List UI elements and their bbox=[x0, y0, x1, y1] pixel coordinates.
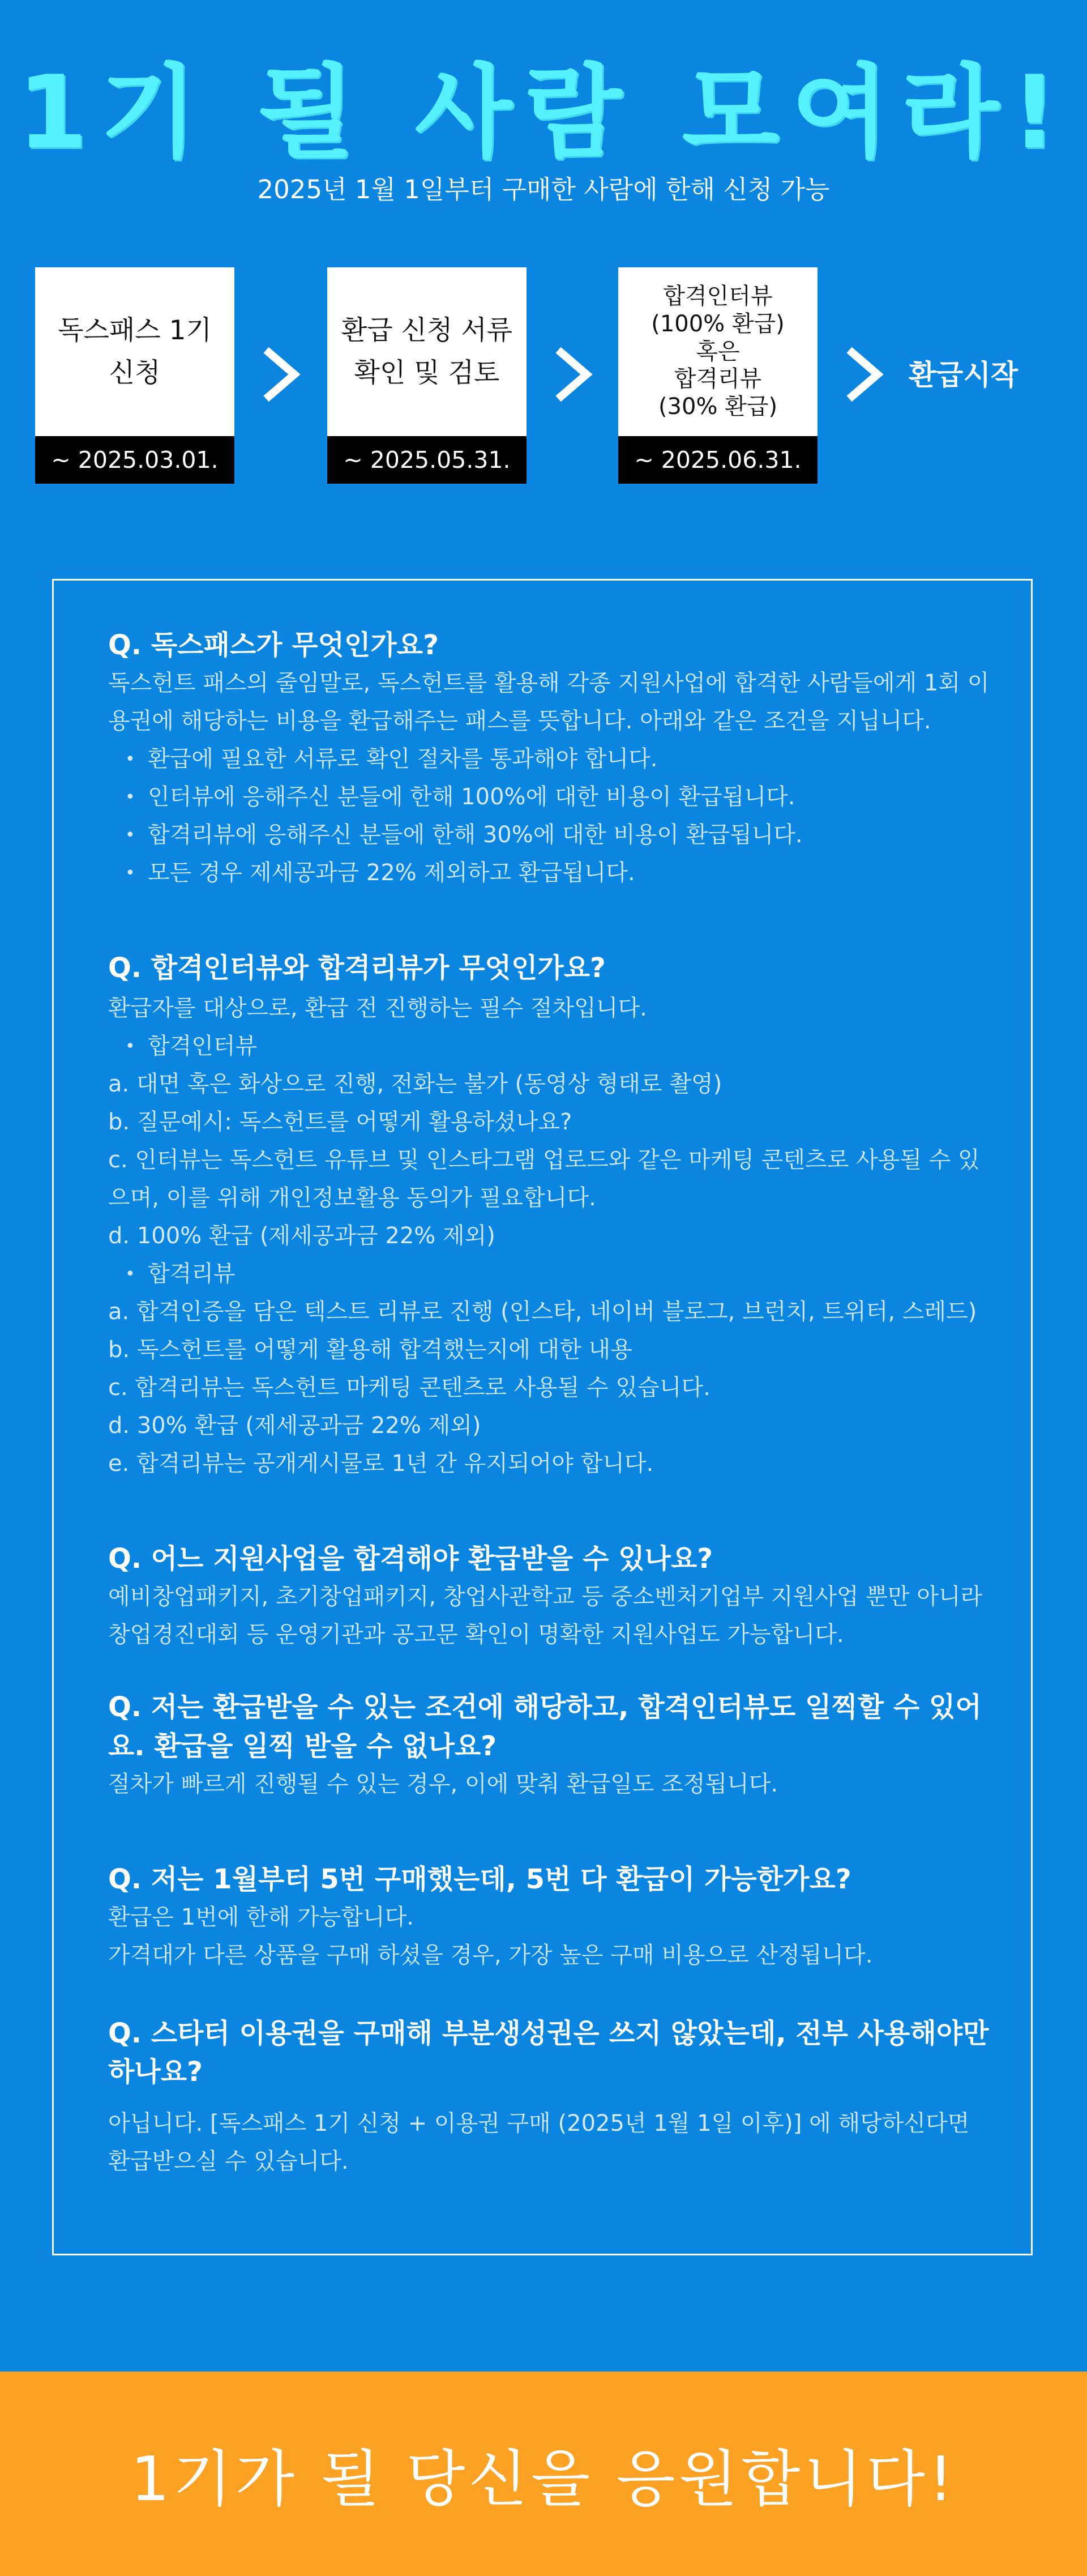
faq-question: Q. 독스패스가 무엇인가요? bbox=[108, 629, 439, 661]
step-date: ~ 2025.06.31. bbox=[618, 436, 818, 484]
faq-item bbox=[108, 1860, 991, 1974]
step-card-interview bbox=[618, 267, 818, 484]
faq-answer: 절차가 빠르게 진행될 수 있는 경우, 이에 맞춰 환급일도 조정됩니다. bbox=[108, 1771, 778, 1797]
eligibility-subtitle: 2025년 1월 1일부터 구매한 사람에 한해 신청 가능 bbox=[257, 174, 830, 204]
faq-bullet-list bbox=[108, 1255, 991, 1293]
list-item: • 환급에 필요한 서류로 확인 절차를 통과해야 합니다. bbox=[108, 740, 991, 778]
faq-question: Q. 어느 지원사업을 합격해야 환급받을 수 있나요? bbox=[108, 1543, 713, 1575]
faq-question: Q. 저는 1월부터 5번 구매했는데, 5번 다 환급이 가능한가요? bbox=[108, 1863, 851, 1895]
faq-question: Q. 스타터 이용권을 구매해 부분생성권은 쓰지 않았는데, 전부 사용해야만 하나요? bbox=[108, 2017, 989, 2088]
step-card-apply bbox=[35, 267, 234, 484]
list-item: • 합격리뷰 bbox=[108, 1255, 991, 1293]
list-item: • 인터뷰에 응해주신 분들에 한해 100%에 대한 비용이 환급됩니다. bbox=[108, 778, 991, 816]
faq-answer: 환급은 1번에 한해 가능합니다. bbox=[108, 1904, 414, 1930]
list-item: • 합격인터뷰 bbox=[108, 1027, 991, 1065]
faq-answer: 가격대가 다른 상품을 구매 하셨을 경우, 가장 높은 구매 비용으로 산정됩니다. bbox=[108, 1942, 873, 1968]
chevron-right-icon bbox=[551, 344, 594, 404]
faq-item bbox=[108, 626, 991, 892]
list-item: • 합격리뷰에 응해주신 분들에 한해 30%에 대한 비용이 환급됩니다. bbox=[108, 816, 991, 854]
faq-answer: 아닙니다. [독스패스 1기 신청 + 이용권 구매 (2025년 1월 1일 이후)] 에 해당하신다면 환급받으실 수 있습니다. bbox=[108, 2110, 970, 2175]
step-label: 환급 신청 서류 확인 및 검토 bbox=[341, 314, 513, 389]
step-label: 독스패스 1기 신청 bbox=[58, 314, 212, 389]
faq-item bbox=[108, 2014, 991, 2181]
faq-line: a. 합격인증을 담은 텍스트 리뷰로 진행 (인스타, 네이버 블로그, 브런치, 트위터, 스레드) bbox=[108, 1299, 977, 1325]
faq-question: Q. 저는 환급받을 수 있는 조건에 해당하고, 합격인터뷰도 일찍할 수 있어요. 환급을 일찍 받을 수 없나요? bbox=[108, 1691, 982, 1762]
faq-line: d. 100% 환급 (제세공과금 22% 제외) bbox=[108, 1223, 495, 1249]
faq-answer: 환급자를 대상으로, 환급 전 진행하는 필수 절차입니다. bbox=[108, 995, 647, 1022]
step-date: ~ 2025.05.31. bbox=[327, 436, 527, 484]
faq-answer: 예비창업패키지, 초기창업패키지, 창업사관학교 등 중소벤처기업부 지원사업 뿐만 아니라 창업경진대회 등 운영기관과 공고문 확인이 명확한 지원사업도 가능합니다. bbox=[108, 1584, 983, 1648]
faq-line: e. 합격리뷰는 공개게시물로 1년 간 유지되어야 합니다. bbox=[108, 1451, 654, 1477]
faq-item bbox=[108, 1539, 991, 1654]
faq-bullet-list bbox=[108, 740, 991, 892]
faq-line: b. 질문예시: 독스헌트를 어떻게 활용하셨나요? bbox=[108, 1109, 572, 1136]
faq-answer: 독스헌트 패스의 줄임말로, 독스헌트를 활용해 각종 지원사업에 합격한 사람들에게 1회 이용권에 해당하는 비용을 환급해주는 패스를 뜻합니다. 아래와 같은 조건을 지닙니다. bbox=[108, 670, 990, 735]
faq-question: Q. 합격인터뷰와 합격리뷰가 무엇인가요? bbox=[108, 952, 606, 984]
faq-line: d. 30% 환급 (제세공과금 22% 제외) bbox=[108, 1413, 481, 1439]
step-card-review bbox=[327, 267, 527, 484]
banner-text: 1기가 될 당신을 응원합니다! bbox=[130, 2444, 957, 2515]
faq-line: a. 대면 혹은 화상으로 진행, 전화는 불가 (동영상 형태로 촬영) bbox=[108, 1071, 722, 1098]
faq-line: c. 합격리뷰는 독스헌트 마케팅 콘텐츠로 사용될 수 있습니다. bbox=[108, 1375, 711, 1401]
page-headline: 1기 될 사람 모여라! bbox=[17, 54, 1070, 171]
step-refund-start: 환급시작 bbox=[909, 359, 1018, 391]
faq-item bbox=[108, 949, 991, 1483]
cheer-banner bbox=[0, 2372, 1087, 2576]
step-label: 합격인터뷰 (100% 환급) 혹은 합격리뷰 (30% 환급) bbox=[651, 283, 785, 420]
step-date: ~ 2025.03.01. bbox=[35, 436, 234, 484]
faq-line: b. 독스헌트를 어떻게 활용해 합격했는지에 대한 내용 bbox=[108, 1337, 632, 1363]
faq-line: c. 인터뷰는 독스헌트 유튜브 및 인스타그램 업로드와 같은 마케팅 콘텐츠로 사용될 수 있으며, 이를 위해 개인정보활용 동의가 필요합니다. bbox=[108, 1147, 980, 1212]
faq-item bbox=[108, 1688, 991, 1803]
chevron-right-icon bbox=[259, 344, 302, 404]
faq-bullet-list bbox=[108, 1027, 991, 1065]
chevron-right-icon bbox=[842, 344, 885, 404]
list-item: • 모든 경우 제세공과금 22% 제외하고 환급됩니다. bbox=[108, 854, 991, 892]
faq-section bbox=[52, 579, 1033, 2255]
